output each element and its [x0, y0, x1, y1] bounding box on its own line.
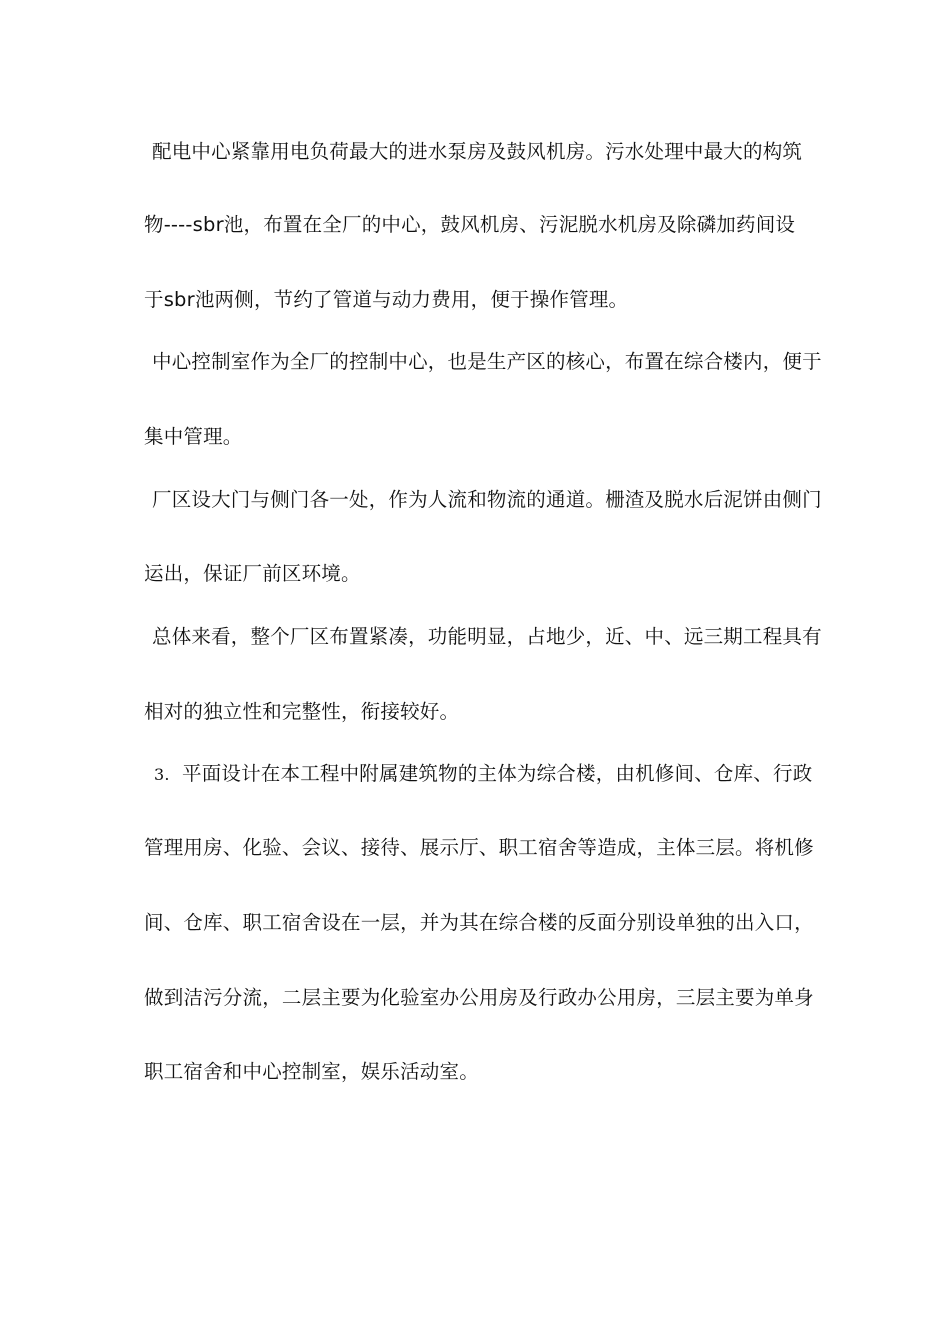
paragraph-2-line-2: 集中管理。 [144, 425, 243, 448]
paragraph-3-line-1: 厂区设大门与侧门各一处，作为人流和物流的通道。栅渣及脱水后泥饼由侧门 [152, 488, 822, 511]
paragraph-1-line-3: 于sbr池两侧，节约了管道与动力费用，便于操作管理。 [144, 288, 629, 311]
paragraph-4-line-1: 总体来看，整个厂区布置紧凑，功能明显，占地少，近、中、远三期工程具有 [152, 625, 822, 648]
paragraph-5-line-3: 间、仓库、职工宿舍设在一层，并为其在综合楼的反面分别设单独的出入口， [144, 911, 814, 934]
paragraph-5-line-1: 平面设计在本工程中附属建筑物的主体为综合楼，由机修间、仓库、行政 [182, 762, 813, 785]
paragraph-5-line-4: 做到洁污分流，二层主要为化验室办公用房及行政办公用房，三层主要为单身 [144, 986, 814, 1009]
paragraph-1-line-2: 物----sbr池，布置在全厂的中心，鼓风机房、污泥脱水机房及除磷加药间设 [144, 213, 796, 236]
section-number: 3. [154, 765, 170, 784]
paragraph-1-line-1: 配电中心紧靠用电负荷最大的进水泵房及鼓风机房。污水处理中最大的构筑 [152, 140, 803, 163]
paragraph-5-line-2: 管理用房、化验、会议、接待、展示厅、职工宿舍等造成，主体三层。将机修 [144, 836, 814, 859]
paragraph-3-line-2: 运出，保证厂前区环境。 [144, 562, 361, 585]
paragraph-2-line-1: 中心控制室作为全厂的控制中心，也是生产区的核心，布置在综合楼内，便于 [152, 350, 822, 373]
paragraph-5-line-5: 职工宿舍和中心控制室，娱乐活动室。 [144, 1060, 479, 1083]
paragraph-4-line-2: 相对的独立性和完整性，衔接较好。 [144, 700, 460, 723]
